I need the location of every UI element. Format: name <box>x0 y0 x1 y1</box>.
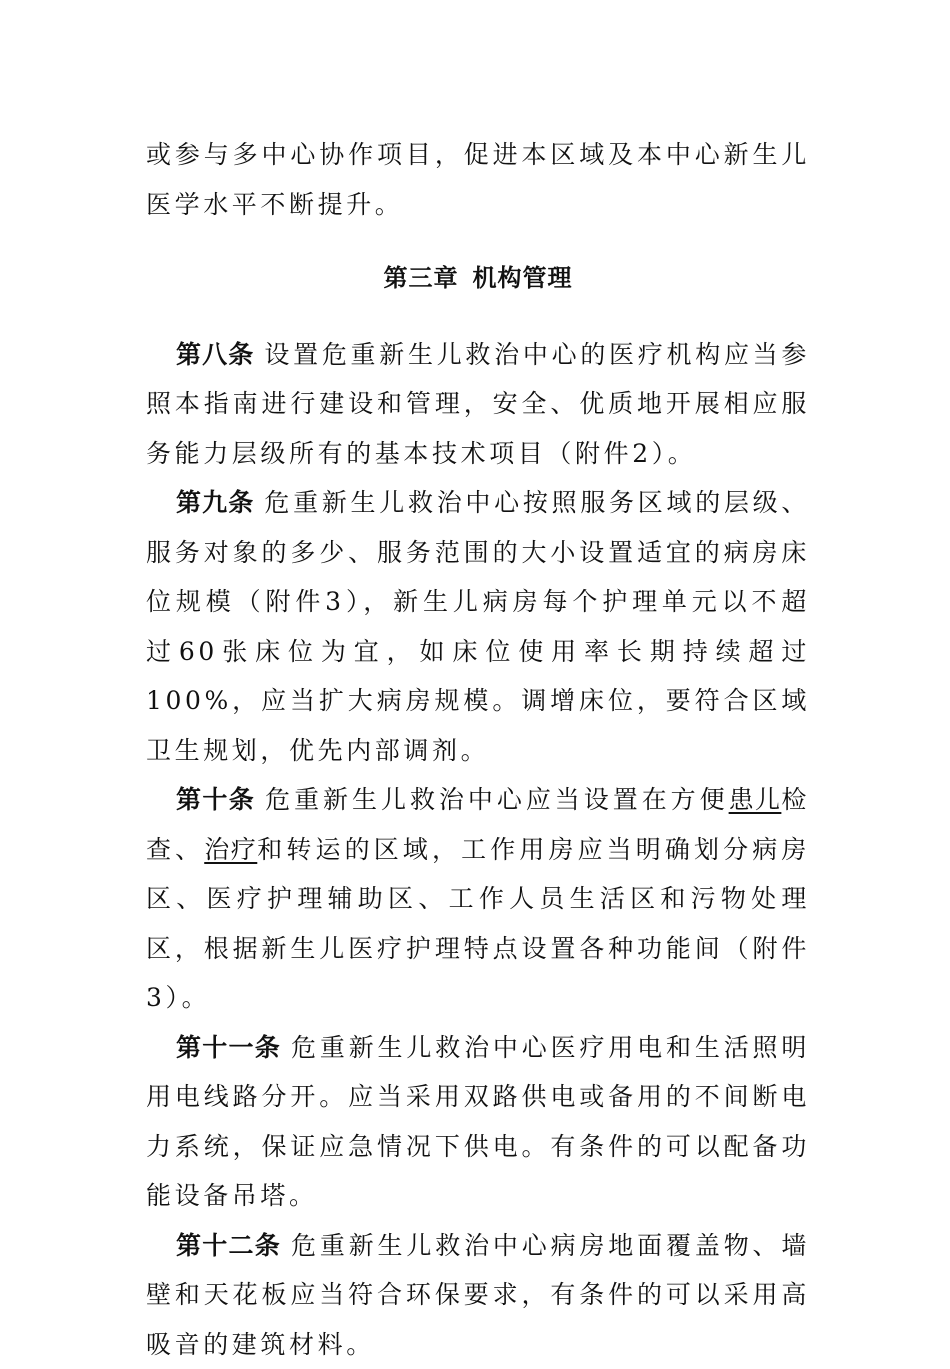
article-10-label: 第十条 <box>176 785 255 814</box>
article-12-paragraph <box>146 1221 810 1369</box>
article-11-label: 第十一条 <box>176 1033 281 1062</box>
article-11-paragraph <box>146 1023 810 1221</box>
article-12-text: 危重新生儿救治中心病房地面覆盖物、墙壁和天花板应当符合环保要求，有条件的可以采用高吸音的建筑材料。 <box>146 1231 810 1359</box>
article-8-label: 第八条 <box>176 340 254 369</box>
article-8-paragraph <box>146 330 810 479</box>
chapter-number: 第三章 <box>384 264 459 292</box>
article-8-text: 设置危重新生儿救治中心的医疗机构应当参照本指南进行建设和管理，安全、优质地开展相应服务能力层级所有的基本技术项目（附件2）。 <box>146 340 810 468</box>
article-9-paragraph <box>146 478 810 775</box>
document-body <box>146 130 810 1369</box>
article-10-paragraph <box>146 775 810 1023</box>
article-10-text-a: 危重新生儿救治中心应当设置在方便 <box>265 785 729 814</box>
continuation-paragraph: 或参与多中心协作项目，促进本区域及本中心新生儿医学水平不断提升。 <box>146 130 810 229</box>
chapter-title: 机构管理 <box>473 264 573 292</box>
patient-link[interactable]: 患儿 <box>729 785 782 814</box>
article-9-label: 第九条 <box>176 488 254 517</box>
article-12-label: 第十二条 <box>176 1231 281 1260</box>
article-10-text-c: 和转运的区域，工作用房应当明确划分病房区、医疗护理辅助区、工作人员生活区和污物处理区，根据新生儿医疗护理特点设置各种功能间（附件3）。 <box>146 835 810 1013</box>
article-10-text-b: 检查、 <box>146 785 810 864</box>
article-11-text: 危重新生儿救治中心医疗用电和生活照明用电线路分开。应当采用双路供电或备用的不间断电力系统，保证应急情况下供电。有条件的可以配备功能设备吊塔。 <box>146 1033 810 1211</box>
chapter-heading <box>146 254 810 304</box>
article-9-text: 危重新生儿救治中心按照服务区域的层级、服务对象的多少、服务范围的大小设置适宜的病房床位规模（附件3），新生儿病房每个护理单元以不超过60张床位为宜，如床位使用率长期持续超过100%，应当扩大病房规模。调增床位，要符合区域卫生规划，优先内部调剂。 <box>146 488 810 765</box>
treatment-link[interactable]: 治疗 <box>204 835 257 864</box>
